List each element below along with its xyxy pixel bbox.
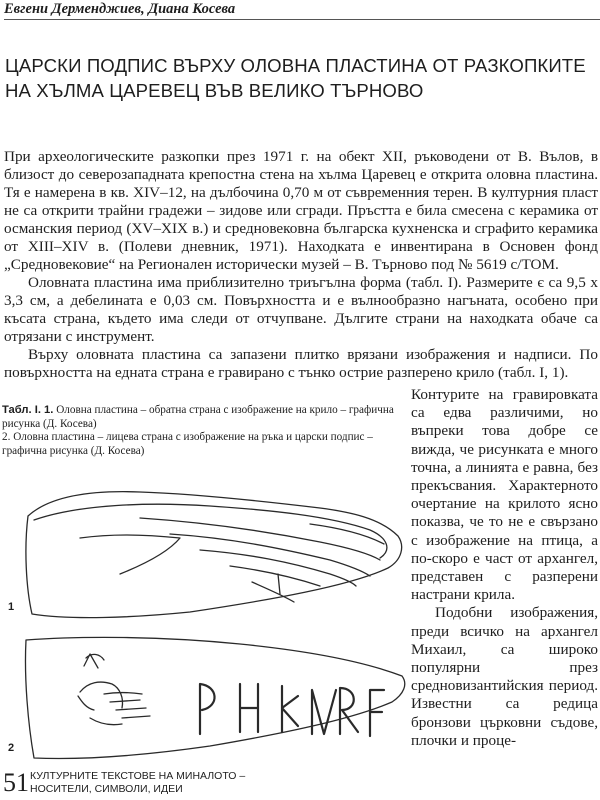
figure-1-number: 1	[8, 601, 15, 613]
page-number: 51	[3, 768, 29, 797]
title-line-1: ЦАРСКИ ПОДПИС ВЪРХУ ОЛОВНА ПЛАСТИНА ОТ РАЗКОПКИТЕ	[5, 55, 586, 76]
figure-1-drawing	[20, 478, 410, 623]
footer-line-2: НОСИТЕЛИ, СИМВОЛИ, ИДЕИ	[30, 782, 183, 795]
figure-2-number: 2	[8, 742, 15, 754]
wing-feather-1	[140, 518, 380, 560]
paragraph-2: Оловната пластина има приблизително триъгълна форма (табл. I). Размерите є са 9,5 х 3,3 см, а дебелината е 0,03 см. Повърхността и е вълнообразно нагъната, особено при късата страна, където има следи от отчупване. Дългите страни на находката обаче са отрязани с инструмент.	[4, 274, 598, 345]
hand-image	[78, 654, 150, 725]
signature-letters	[200, 684, 384, 736]
paragraph-1: При археологическите разкопки през 1971 г. на обект XII, ръководени от В. Вълов, в близост до северозападната крепостна стена на хълма Царевец е открита оловна пластина. Тя е намерена в кв. XIV–12, на дълбочина 0,70 м от съвременния терен. В културния пласт не са открити трайни градежи – зидове или сгради. Пръстта е била смесена с керамика от османския период (XV–XIX в.) и средновековна българска кухненска и сграфито керамика от XIII–XIV в. (Полеви дневник, 1971). Находката е инвентирана в Основен фонд „Средновековие“ на Регионален исторически музей – В. Търново под № 5619 с/ТОМ.	[4, 148, 598, 273]
body-text	[4, 148, 598, 382]
paragraph-3: Върху оловната пластина са запазени плитко врязани изображения и надписи. По повърхността на едната страна е гравирано с тънко острие разперено крило (табл. I, 1).	[4, 346, 598, 381]
side-column	[411, 386, 598, 750]
caption-lead: Табл. I. 1.	[2, 404, 54, 416]
header-rule	[4, 19, 600, 20]
side-paragraph-1: Контурите на гравировката са едва различими, но въпреки това добре се вижда, че рисунката е много точна, а линията е равна, без прекъсвания. Характерното очертание на крилото ясно показва, че то не е свързано с изображение на птица, а по-скоро е част от архангел, представен с разперени настрани крила.	[411, 386, 598, 604]
plate-1-inner-border	[34, 504, 387, 558]
title-line-2: НА ХЪЛМА ЦАРЕВЕЦ ВЪВ ВЕЛИКО ТЪРНОВО	[5, 80, 424, 101]
running-head: Евгени Дерменджиев, Диана Косева	[4, 1, 236, 17]
plate-1-outline	[26, 492, 402, 618]
wing-feather-2	[170, 534, 370, 576]
caption-line-1	[2, 404, 402, 431]
side-paragraph-2: Подобни изображения, преди всичко на архангел Михаил, са широко популярни през средновизантийския период. Известни са редица бронзови църковни съдове, плочки и проце-	[411, 604, 598, 749]
footer-line-1: КУЛТУРНИТЕ ТЕКСТОВЕ НА МИНАЛОТО –	[30, 770, 246, 782]
wing-tip	[80, 535, 180, 574]
wing-edge	[310, 524, 384, 544]
footer-series-title	[30, 770, 330, 795]
figure-caption	[2, 404, 402, 458]
wing-mark	[278, 574, 280, 594]
wing-feather-4	[230, 566, 320, 586]
caption-line-2: 2. Оловна пластина – лицева страна с изображение на ръка и царски подпис – графична рисунка (Д. Косева)	[2, 431, 373, 457]
figure-2-drawing	[20, 628, 410, 763]
wing-feather-3	[200, 550, 356, 586]
article-title	[5, 53, 595, 103]
caption-line-1-text: Оловна пластина – обратна страна с изображение на крило – графична рисунка (Д. Косева)	[2, 404, 394, 430]
